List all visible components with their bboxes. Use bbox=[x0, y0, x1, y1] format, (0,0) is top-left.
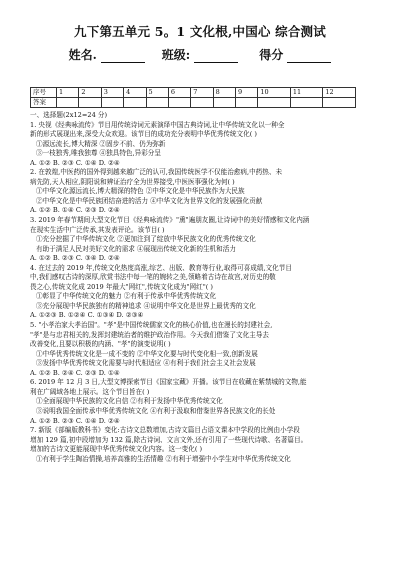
question-number-cell: 9 bbox=[236, 88, 258, 98]
answer-cell[interactable] bbox=[146, 98, 168, 108]
page-title: 九下第五单元 5。1 文化根,中国心 综合测试 bbox=[74, 24, 326, 39]
answer-cell[interactable] bbox=[191, 98, 213, 108]
question-option: ①彰显了中华传统文化的魅力 ②有利于传承中华优秀传统文化 bbox=[36, 292, 217, 301]
class-label: 班级: bbox=[161, 48, 191, 62]
question-option: ①源远流长,博大精深 ②固步不前、仍为弥新 bbox=[36, 139, 166, 148]
question-text: "孝"是与忠君相关的,发挥封建统治者的维护政治作用。今天我们借鉴了文化主导去 bbox=[30, 330, 269, 339]
answer-cell[interactable] bbox=[213, 98, 235, 108]
question-text: 利在广阔域各地上展示。这个节目旨在( ) bbox=[30, 387, 150, 396]
question-text: 3. 2019 年春节期间大型文化节目《经典咏流传》"熏"遍朋友圈,让诗词中的美好情感和文化内涵 bbox=[30, 216, 310, 225]
question-number-cell: 4 bbox=[124, 88, 146, 98]
question-option: ③说明我国全面传承中华优秀传统文化 ④有利于汲取和借鉴世界各民族文化的长处 bbox=[36, 406, 276, 415]
question-option: ①全面展现中华民族的文化自信 ②有利于发扬中华优秀传统文化 bbox=[36, 397, 223, 406]
answer-choices: A. ①②③ B. ①②④ C. ①③④ D. ②③④ bbox=[30, 311, 144, 320]
question-text: 畏之心,传统文化成 2019 年最大"网红",传统文化成为"网红"( ) bbox=[30, 282, 214, 291]
score-label: 得分 bbox=[259, 48, 284, 62]
question-number-cell: 11 bbox=[290, 88, 323, 98]
question-option: ①充分挖掘了中华传统文化 ②更加注到了绽放中华民族文化的优秀传统文化 bbox=[36, 235, 256, 244]
answer-cell[interactable] bbox=[79, 98, 101, 108]
question-number-cell: 3 bbox=[101, 88, 123, 98]
answer-cell[interactable] bbox=[124, 98, 146, 108]
section-heading: 一、选择题(2x12=24 分) bbox=[30, 111, 108, 119]
question-text: 6. 2019 年 12 月 3 日,大型文博探索节目《国家宝藏》开播。该节目在收藏在紫禁城的文物,能 bbox=[30, 378, 307, 387]
answer-cell[interactable] bbox=[290, 98, 323, 108]
question-text: 2. 在敦煌,中医药的国外得到越来越广泛的认可,我国传统医学不仅能治愈病,中药热、未 bbox=[30, 168, 283, 177]
answer-choices: A. ①② B. ②③ C. ①④ D. ②④ bbox=[30, 416, 120, 425]
answer-cell[interactable] bbox=[236, 98, 258, 108]
question-option: 有助于满足人民对美好文化的需求 ④展现出传统文化新的生机和活力 bbox=[36, 244, 236, 253]
question-number-cell: 12 bbox=[323, 88, 356, 98]
answer-table bbox=[30, 87, 356, 108]
student-info-line bbox=[0, 46, 400, 63]
answer-cell[interactable] bbox=[101, 98, 123, 108]
question-text: 中,我们感叹古诗的深厚,欣赏书法中每一笔的婉转之美,领略着古诗在故宫,对历史的敬 bbox=[30, 273, 276, 282]
class-field[interactable] bbox=[194, 51, 238, 63]
answer-table-answer-row bbox=[31, 98, 356, 108]
question-text: 5. "小孝治家大孝治国"。"孝"是中国传统儒家文化的核心价值,也在漫长的封建社会, bbox=[30, 321, 273, 330]
question-option: ①有利于学生陶冶情操,培养高雅的生活情趣 ②有利于增强中小学生对中华优秀传统文化 bbox=[36, 454, 291, 463]
answer-choices: A. ①② B. ②③ C. ③④ D. ②④ bbox=[30, 254, 120, 263]
question-text: 在现实生活中广泛传承,其发表评论。该节目( ) bbox=[30, 225, 165, 234]
question-option: ②中华文化是中华民族团结奋进的活力 ④中华文化为世界文化的发展强化贡献 bbox=[36, 196, 263, 205]
question-text: 1. 央视《经典咏流传》节目用传统诗词元素演绎中国古典诗词,让中华传统文化以一种全 bbox=[30, 120, 285, 129]
question-option: ③充分展现中华民族独有的精神追求 ④说明中华文化是世界上最优秀的文化 bbox=[36, 301, 256, 310]
question-text: 病先防,天人相应,阴阳说和辨证治疗全为世界接受,中医医事强化为何( ) bbox=[30, 177, 235, 186]
answer-cell[interactable] bbox=[258, 98, 291, 108]
answer-choices: A. ①② B. ②④ C. ②③ D. ①④ bbox=[30, 368, 120, 377]
question-number-cell: 1 bbox=[57, 88, 79, 98]
question-text: 增加 129 篇,初中段增加为 132 篇,除古诗词、文言文外,还有引用了一些现代诗歌、名著篇目。 bbox=[30, 435, 308, 444]
row-label-number: 序号 bbox=[31, 88, 57, 98]
question-text: 7. 新版《部编版教科书》变化:古诗文总数增加,古诗文篇目占语文课本中学段的比例由小学段 bbox=[30, 426, 300, 435]
question-number-cell: 6 bbox=[168, 88, 190, 98]
question-option: ③发扬中华优秀传统文化需要与时代相适应 ④有利于我们社会主义社会发展 bbox=[36, 359, 256, 368]
score-field[interactable] bbox=[287, 51, 331, 63]
question-text: 增加的古诗文更能展现中华优秀传统文化内容。这一变化( ) bbox=[30, 445, 203, 454]
answer-choices: A. ①② B. ①④ C. ②③ D. ②④ bbox=[30, 206, 120, 215]
name-label: 姓名. bbox=[68, 48, 97, 62]
answer-table-number-row bbox=[31, 88, 356, 98]
question-number-cell: 2 bbox=[79, 88, 101, 98]
question-number-cell: 10 bbox=[258, 88, 291, 98]
question-option: ①中华优秀传统文化是一成不变的 ②中华文化要与时代变化相一致,创新发展 bbox=[36, 349, 258, 358]
answer-cell[interactable] bbox=[168, 98, 190, 108]
name-field[interactable] bbox=[101, 51, 145, 63]
question-option: ③一枝独秀,唯我独尊 ④独具特色,异彩分呈 bbox=[36, 149, 161, 158]
question-text: 新的形式展现出来,深受大众欢迎。该节目的成功充分表明中华优秀传统文化( ) bbox=[30, 130, 257, 139]
question-option: ①中华文化源远流长,博大精深的特色 ②中华文化是中华民族作为大民族 bbox=[36, 187, 245, 196]
question-number-cell: 7 bbox=[191, 88, 213, 98]
question-text: 改善变化,且要以积极的内涵、"孝"的演变说明( ) bbox=[30, 340, 171, 349]
question-number-cell: 5 bbox=[146, 88, 168, 98]
question-number-cell: 8 bbox=[213, 88, 235, 98]
question-body bbox=[30, 111, 360, 464]
row-label-answer: 答案 bbox=[31, 98, 57, 108]
answer-choices: A. ①② B. ②③ C. ①④ D. ②④ bbox=[30, 158, 120, 167]
question-text: 4. 在过去的 2019 年,传统文化热度高涨,综艺、出版、教育等行业,取得可喜成绩,文化节目 bbox=[30, 263, 292, 272]
answer-cell[interactable] bbox=[323, 98, 356, 108]
answer-cell[interactable] bbox=[57, 98, 79, 108]
